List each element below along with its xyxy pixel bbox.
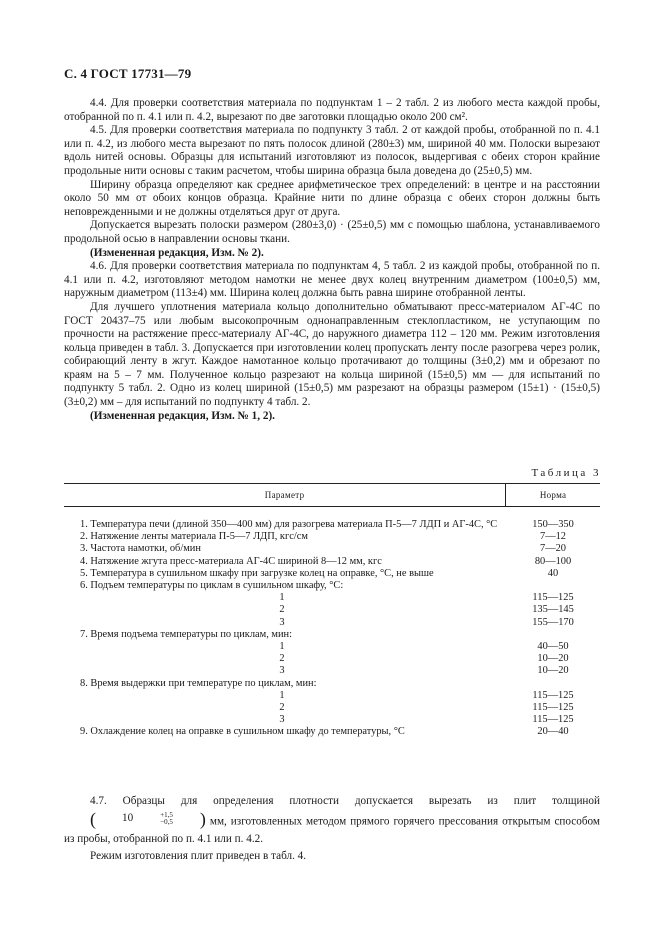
norm-cell xyxy=(506,580,600,592)
table-subrow xyxy=(64,690,600,702)
parameter-cell: 2 xyxy=(279,653,285,665)
table-subrow xyxy=(64,714,600,726)
table-caption: Таблица 3 xyxy=(531,467,601,479)
parameter-cell: 3 xyxy=(279,714,285,726)
norm-cell: 7—20 xyxy=(540,543,566,555)
table-subrow xyxy=(64,641,600,653)
table-row xyxy=(64,543,600,555)
thickness-base: 10 xyxy=(122,812,134,824)
table-row xyxy=(64,629,600,641)
thickness-tolerance xyxy=(64,810,206,827)
parameter-cell: 1 xyxy=(279,641,285,653)
norm-cell xyxy=(506,629,600,641)
norm-cell: 40 xyxy=(547,567,559,579)
table-subrow xyxy=(64,604,600,616)
paren-open: ( xyxy=(90,808,96,829)
paragraph: 4.6. Для проверки соответствия материала по подпунктам 4, 5 табл. 2 из каждой пробы, отобранной по п. 4.1 или п. 4.2, изготовляют методом намотки не менее двух колец внутренним диаметром (100±0,5) мм, наружным диаметром (113±4) мм. Ширина колец должна быть равна ширине отобранной ленты. xyxy=(64,260,600,300)
table-3 xyxy=(64,483,600,739)
tolerance-lower: −0,5 xyxy=(160,817,173,826)
norm-cell: 115—125 xyxy=(532,689,574,701)
parameter-cell: 2. Натяжение ленты материала П-5—7 ЛДП, кгс/см xyxy=(80,531,308,543)
page-header: С. 4 ГОСТ 17731—79 xyxy=(64,66,192,81)
amendment-note: (Измененная редакция, Изм. № 2). xyxy=(90,246,264,259)
body-text-bottom xyxy=(64,793,600,865)
norm-cell: 7—12 xyxy=(540,531,566,543)
table-row xyxy=(64,556,600,568)
tolerance-upper: +1,5 xyxy=(160,810,173,819)
table-subrow xyxy=(64,653,600,665)
parameter-cell: 3. Частота намотки, об/мин xyxy=(80,543,201,555)
parameter-cell: 2 xyxy=(279,604,285,616)
parameter-cell: 9. Охлаждение колец на оправке в сушильном шкафу до температуры, °С xyxy=(80,726,405,738)
table-row xyxy=(64,678,600,690)
parameter-cell: 3 xyxy=(279,616,285,628)
paragraph: Ширину образца определяют как среднее арифметическое трех определений: в центре и на расстоянии около 50 мм от обоих концов образца. Крайние нити по длине образца с обеих сторон должны быть неповрежденными и не должны отделяться друг от друга. xyxy=(64,178,600,218)
table-header-parameter: Параметр xyxy=(64,484,506,506)
norm-cell: 115—125 xyxy=(532,702,574,714)
table-subrow xyxy=(64,617,600,629)
table-body xyxy=(64,507,600,739)
paragraph: 4.4. Для проверки соответствия материала по подпунктам 1 – 2 табл. 2 из любого места каждой пробы, отобранной по п. 4.1 или п. 4.2, вырезают по две заготовки площадью около 200 см². xyxy=(64,97,600,123)
paragraph: Допускается вырезать полоски размером (280±3,0) · (25±0,5) мм с помощью шаблона, устанавливаемого продольной осью в направлении основы ткани. xyxy=(64,219,600,245)
norm-cell: 20—40 xyxy=(537,726,569,738)
norm-cell: 115—125 xyxy=(532,592,574,604)
table-subrow xyxy=(64,665,600,677)
parameter-cell: 2 xyxy=(279,702,285,714)
table-subrow xyxy=(64,592,600,604)
paragraph: Для лучшего уплотнения материала кольцо дополнительно обматывают пресс-материалом АГ-4С по ГОСТ 20437–75 или любым высокопрочным однонаправленным стеклопластиком, не уступающим по прочности на растяжение пресс-материалу АГ-4С, до наружного диаметра 112 – 120 мм. Режим изготовления кольца приведен в табл. 3. Допускается при изготовлении колец пропускать ленту после разогрева через ролик, собирающий ленту в жгут. Каждое намотанное кольцо протачивают до толщины (3±0,2) мм и обрезают по краям на 5 – 7 мм. Полученное кольцо разрезают на кольца шириной (15±0,5) мм — для испытаний по подпункту 5 табл. 2. Одно из колец шириной (15±0,5) мм разрезают на образцы размером (15±1) · (15±0,5) (3±0,2) мм – для испытаний по подпункту 4 табл. 2. xyxy=(64,300,600,409)
norm-cell: 135—145 xyxy=(532,604,574,616)
parameter-cell: 1. Температура печи (длиной 350—400 мм) для разогрева материала П-5—7 ЛДП и АГ-4С, °С xyxy=(80,519,498,530)
table-header xyxy=(64,483,600,507)
paragraph-4-7-start: 4.7. Образцы для определения плотности допускается вырезать из плит толщиной xyxy=(90,795,600,807)
body-text-top xyxy=(64,97,600,423)
norm-cell: 150—350 xyxy=(532,519,574,530)
parameter-cell: 1 xyxy=(279,592,285,604)
norm-cell: 10—20 xyxy=(537,665,569,677)
parameter-cell: 1 xyxy=(279,689,285,701)
table-row xyxy=(64,519,600,531)
paragraph-plates-mode: Режим изготовления плит приведен в табл. 4. xyxy=(90,849,307,862)
norm-cell: 40—50 xyxy=(537,641,569,653)
parameter-cell: 5. Температура в сушильном шкафу при загрузке колец на оправке, °С, не выше xyxy=(80,567,434,579)
norm-cell: 155—170 xyxy=(532,616,574,628)
norm-cell: 115—125 xyxy=(532,714,574,726)
parameter-cell: 3 xyxy=(279,665,285,677)
paren-close: ) xyxy=(199,808,206,829)
parameter-cell: 4. Натяжение жгута пресс-материала АГ-4С шириной 8—12 мм, кгс xyxy=(80,555,382,567)
table-row xyxy=(64,568,600,580)
amendment-note: (Измененная редакция, Изм. № 1, 2). xyxy=(90,409,275,422)
norm-cell: 80—100 xyxy=(534,555,572,567)
norm-cell xyxy=(506,678,600,690)
table-row xyxy=(64,531,600,543)
paragraph-4-7-end: мм, изготовленных методом прямого горячего прессования открытым способом из пробы, отобранной по п. 4.1 или п. 4.2. xyxy=(64,815,600,845)
parameter-cell: 8. Время выдержки при температуре по циклам, мин: xyxy=(80,677,317,689)
tolerance-scripts xyxy=(134,812,173,826)
norm-cell: 10—20 xyxy=(537,653,569,665)
table-row xyxy=(64,726,600,738)
table-subrow xyxy=(64,702,600,714)
table-rows xyxy=(64,519,600,739)
paragraph: 4.5. Для проверки соответствия материала по подпункту 3 табл. 2 от каждой пробы, отобранной по п. 4.1 или п. 4.2, из любого места вырезают по пять полосок длиной (280±3) мм, шириной 40 мм. Полоски вырезают вдоль нитей основы. Образцы для испытаний изготовляют из полосок, выдергивая с обеих сторон крайние продольные нити основы с таким расчетом, чтобы ширина образца была доведена до (25±0,5) мм. xyxy=(64,124,600,177)
table-header-norm: Норма xyxy=(539,489,567,500)
table-row xyxy=(64,580,600,592)
paragraph-4-7 xyxy=(64,793,600,848)
parameter-cell: 6. Подъем температуры по циклам в сушильном шкафу, °С: xyxy=(80,580,344,592)
parameter-cell: 7. Время подъема температуры по циклам, мин: xyxy=(80,628,293,640)
